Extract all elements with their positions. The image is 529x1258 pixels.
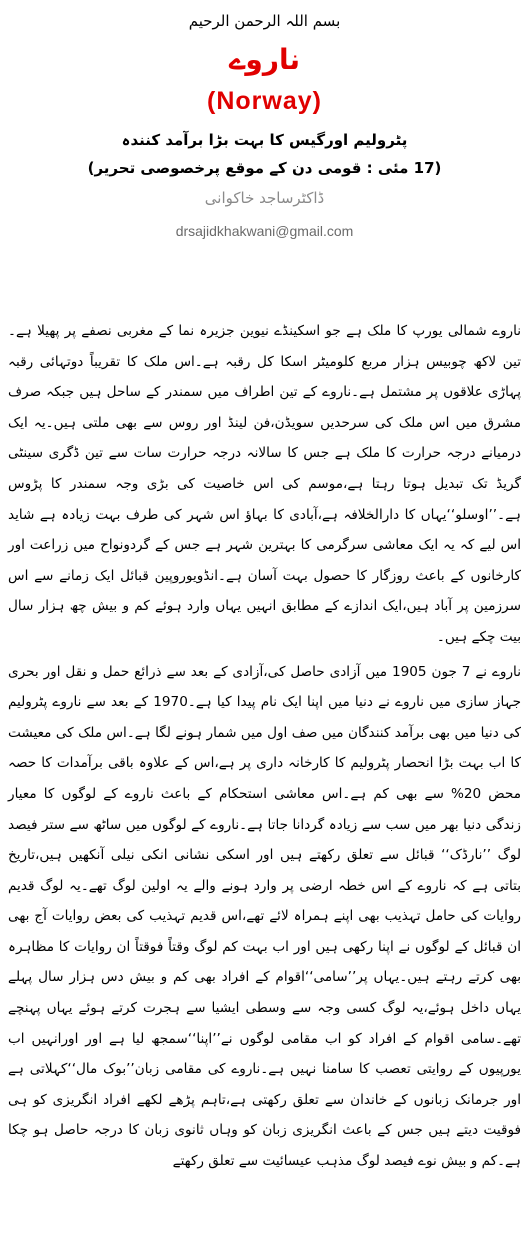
subtitle: پٹرولیم اورگیس کا بہت بڑا برآمد کنندہ: [121, 131, 408, 149]
author-email: drsajidkhakwani@gmail.com: [175, 223, 354, 239]
paragraph-2: ناروے نے 7 جون 1905 میں آزادی حاصل کی،آزادی کے بعد سے ذرائع حمل و نقل اور بحری جہاز سازی میں ناروے نے دنیا میں اپنا ایک نام پیدا کیا ہے۔1970 کے بعد سے ناروے پٹرولیم کی دنیا میں بھی برآمد کنندگان میں صف اول میں شمار ہونے لگا ہے۔اس ملک کی معیشت کا اب بہت بڑا انحصار پٹرولیم کا کارخانہ داری پر ہے،اس کے علاوہ باقی برآمدات کا حصہ محض 20% سے بھی کم ہے۔اس معاشی استحکام کے باعث ناروے کے لوگوں کا معیار زندگی دنیا بھر میں سب سے زیادہ گردانا جاتا ہے۔ناروے کے لوگوں میں ساٹھ سے ستر فیصد لوگ ’’نارڈک‘‘ قبائل سے تعلق رکھتے ہیں اور اسکی نشانی انکی نیلی آنکھیں ہیں،تاریخ بتاتی ہے کہ ناروے کے اس خطہ ارضی پر وارد ہونے والے یہ اولین لوگ تھے۔یہ لوگ قدیم روایات کی حامل تہذیب بھی اپنے ہمراہ لائے تھے،اس قدیم تہذیب کی بعض روایات آج بھی ان قبائل کے لوگوں نے اپنا رکھی ہیں اور اب بہت کم لوگ وقتاً فوقتاً ان روایات کا مظاہرہ بھی کرتے رہتے ہیں۔یہاں پر’’سامی‘‘اقوام کے افراد بھی کم و بیش دس ہزار سال پہلے یہاں داخل ہوئے،یہ لوگ کسی وجہ سے وسطی ایشیا سے ہجرت کرتے ہوئے یہاں پہنچے تھے۔سامی اقوام کے افراد کو اب مقامی لوگوں نے’’اپنا‘‘سمجھ لیا ہے اور اورانہیں اب یورپیوں کے روایتی تعصب کا سامنا نہیں ہے۔ناروے کی مقامی زبان’’بوک مال‘‘کہلاتی ہے اور جرمانک زبانوں کے خاندان سے تعلق رکھتی ہے،تاہم پڑھے لکھے افراد انگریزی کو ہی فوقیت دیتے ہیں جس کے باعث انگریزی زبان کو وہاں ثانوی زبان کا درجہ حاصل ہو چکا ہے۔کم و بیش نوے فیصد لوگ مذہب عیسائیت سے تعلق رکھتے: [8, 663, 521, 1170]
article-header: [0, 0, 529, 244]
paragraph-1: ناروے شمالی یورپ کا ملک ہے جو اسکینڈے نیوین جزیرہ نما کے مغربی نصفے پر پھیلا ہے۔تین لاکھ چوبیس ہزار مربع کلومیٹر اسکا کل رقبہ ہے۔اس ملک کا تقریباً دوتہائی رقبہ پہاڑی علاقوں پر مشتمل ہے۔ناروے کے تین اطراف میں سمندر کے ساحل ہیں جبکہ صرف مشرق میں اس ملک کی سرحدیں سویڈن،فن لینڈ اور روس سے بھی ملتی ہیں۔یہ ایک درمیانے درجہ حرارت کا ملک ہے جس کا سالانہ درجہ حرارت سات سے تین ڈگری سینٹی گریڈ تک تبدیل ہوتا رہتا ہے،موسم کی اس خاصیت کی بڑی وجہ سمندر کا پڑوس ہے۔’’اوسلو‘‘یہاں کا دارالخلافہ ہے،آبادی کا بہاؤ اس شہر کی طرف بہت زیادہ ہے شاید اس لیے کہ یہ ایک معاشی سرگرمی کا بہترین شہر ہے جس کے گردونواح میں زراعت اور کارخانوں کے باعث روزگار کا حصول بہت آسان ہے۔انڈویوروپین قبائل ایک زمانے سے اس سرزمین پر آباد ہیں،ایک اندازے کے مطابق انہیں یہاں وارد ہوئے کم و بیش چھ ہزار سال بیت چکے ہیں۔: [8, 323, 521, 645]
bismillah: بسم اللہ الرحمن الرحیم: [188, 12, 341, 30]
author-name: ڈاکٹرساجد خاکوانی: [204, 189, 325, 207]
occasion-line: (17 مئی : قومی دن کے موقع پرخصوصی تحریر): [87, 159, 442, 177]
title-urdu: ناروے: [229, 43, 300, 76]
article-body: [8, 316, 521, 1177]
title-english: (Norway): [207, 87, 322, 115]
